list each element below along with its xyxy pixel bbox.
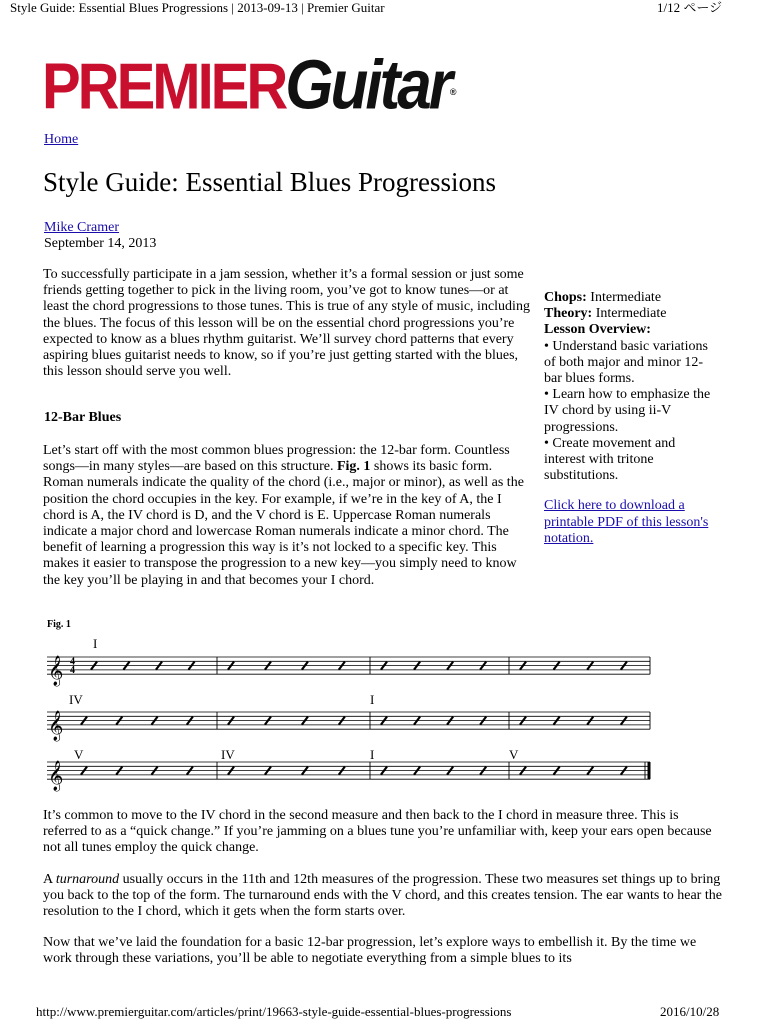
time-signature-bottom: 4: [70, 665, 75, 677]
overview-bullet: • Create movement and interest with tritone substitutions.: [544, 435, 676, 484]
theory-line: [544, 306, 719, 322]
premier-guitar-logo: [42, 50, 547, 122]
chord-symbol: IV: [221, 747, 235, 762]
treble-clef-icon: 𝄞: [48, 656, 64, 686]
author-link[interactable]: Mike Cramer: [44, 220, 120, 235]
overview-label: Lesson Overview:: [544, 322, 651, 338]
fig1-explanation-paragraph: [43, 443, 533, 589]
p2-text-after: shows its basic form. Roman numerals indicate the quality of the chord (i.e., major or minor), as well as the position the chord occupies in the key. For example, if we’re in the key of A, the I chord is A, the IV chord is D, and the V chord is E. Uppercase Roman numerals indicate a major chord and lowercase Roman numerals indicate a minor chord. The benefit of learning a progression this way is it’s not locked to a specific key. This makes it easier to transpose the progression to a new key—you simply need to know the key you’ll be playing in and that becomes your I chord.: [43, 459, 524, 588]
quick-change-paragraph: It’s common to move to the IV chord in the second measure and then back to the I chord in measure three. This is referred to as a “quick change.” If you’re jamming on a blues tune you’re unfamiliar with, keep your ears open because not all tunes employ the quick change.: [43, 808, 712, 856]
treble-clef-icon: 𝄞: [48, 711, 64, 741]
publish-date: September 14, 2013: [44, 236, 157, 251]
p4-text-b: usually occurs in the 11th and 12th measures of the progression. These two measures set things up to bring you back to the top of the form. The turnaround ends with the V chord, and this creates tension. The ear wants to hear the resolution to the I chord, which it gets when the form starts over.: [43, 872, 722, 920]
theory-value: Intermediate: [595, 306, 667, 322]
fig1-label: Fig. 1: [47, 619, 71, 630]
turnaround-paragraph: [43, 872, 725, 921]
p4-text-a: A: [43, 872, 53, 887]
chops-line: [544, 290, 719, 306]
print-footer-url: http://www.premierguitar.com/articles/print/19663-style-guide-essential-blues-progressions: [36, 1004, 512, 1019]
section-heading-12-bar: 12-Bar Blues: [44, 410, 122, 425]
chops-label: Chops:: [544, 290, 587, 305]
logo-guitar: Guitar: [285, 50, 450, 122]
time-signature-top: 4: [70, 656, 75, 668]
embellish-paragraph: Now that we’ve laid the foundation for a basic 12-bar progression, let’s explore ways to embellish it. By the time we work through these variations, you’ll be able to negotiate everything from a simple blues to its: [43, 935, 697, 967]
chord-symbol: I: [93, 636, 98, 651]
print-page-count: 1/12 ページ: [657, 0, 723, 15]
logo-registered-mark: ®: [449, 87, 457, 97]
fig1-reference: Fig. 1: [336, 459, 371, 475]
home-link[interactable]: Home: [44, 132, 79, 147]
overview-bullet: • Learn how to emphasize the IV chord by using ii-V progressions.: [544, 387, 711, 435]
chord-symbol: I: [370, 692, 375, 707]
treble-clef-icon: 𝄞: [48, 761, 64, 791]
logo-premier: PREMIER: [42, 50, 286, 122]
print-header-title: Style Guide: Essential Blues Progressions | 2013-09-13 | Premier Guitar: [10, 0, 385, 15]
overview-bullet: • Understand basic variations of both major and minor 12-bar blues forms.: [544, 338, 708, 387]
chord-symbol: V: [74, 747, 84, 762]
fig1-notation: [40, 612, 660, 796]
intro-paragraph: To successfully participate in a jam session, whether it’s a formal session or just some friends getting together to pick in the living room, you’ve got to know tunes—or at least the chord progressions to those tunes. This is true of any style of music, including the blues. The focus of this lesson will be on the essential chord progressions you’re expected to know as a blues rhythm guitarist. We’ll survey chord patterns that every aspiring blues guitarist needs to know, so if you’re just getting started with the blues, this lesson should serve you well.: [43, 267, 530, 380]
download-pdf-link[interactable]: Click here to download a printable PDF of this lesson's notation.: [544, 498, 709, 546]
print-footer-date: 2016/10/28: [660, 1004, 720, 1019]
chord-symbol: V: [509, 747, 519, 762]
page-title: Style Guide: Essential Blues Progressions: [43, 167, 496, 197]
theory-label: Theory:: [544, 306, 593, 322]
turnaround-term: turnaround: [55, 872, 120, 887]
lesson-sidebar: [544, 290, 719, 547]
chops-value: Intermediate: [590, 290, 662, 305]
p2-text-before: Let’s start off with the most common blues progression: the 12-bar form. Countless songs—in many styles—are based on this structure.: [43, 443, 510, 475]
chord-symbol: I: [370, 747, 375, 762]
chord-symbol: IV: [69, 692, 83, 707]
